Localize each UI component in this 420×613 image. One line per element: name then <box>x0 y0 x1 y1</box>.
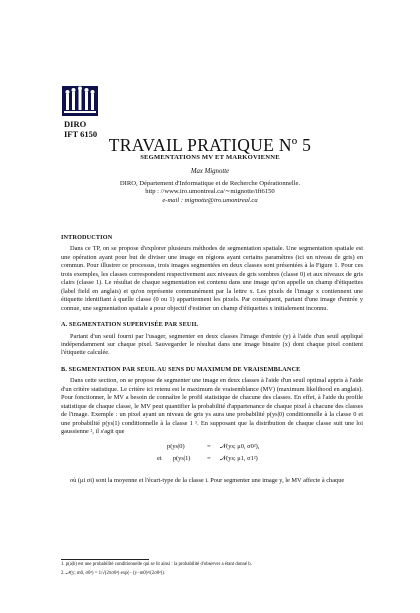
footnote-rule <box>61 559 149 560</box>
course-code: IFT 6150 <box>64 129 98 139</box>
document-body <box>61 234 363 493</box>
department-name: DIRO <box>64 119 87 129</box>
intro-heading: INTRODUCTION <box>61 234 113 241</box>
course-url: http : //www.iro.umontreal.ca/∼mignotte/ift6150 <box>145 188 275 196</box>
affiliation-block <box>0 180 420 205</box>
footnote-1: 1. p(a|b) est une probabilité conditionnelle qui se lit ainsi : la probabilité d'observer a étant donné b. <box>61 562 252 567</box>
university-logo <box>62 86 98 116</box>
intro-paragraph: Dans ce TP, on se propose d'explorer plusieurs méthodes de segmentation spatiale. Une segmentation spatiale est une opération ayant pour but de diviser une image en régions ayant certains paramètres (ici un niveau de gris) en commun. Pour illustrer ce processus, trois images segmentées en deux classes sont présentées à la Figure 1. Pour ces trois exemples, les classes correspondent respectivement aux niveaux de gris sombres (classe 0) et aux niveaux de gris clairs (classe 1). Le résultat de chaque segmentation est contenu dans une image qu'on appelle un champ d'étiquettes (label field en anglais) et qu'on représente communément par la lettre x. Les pixels de l'image x contiennent une étiquette identifiant à quelle classe (0 ou 1) appartiennent les pixels. Par conséquent, partant d'une image d'entrée y connue, une segmentation spatiale a pour objectif d'estimer un champ d'étiquettes x initialement inconnu. <box>61 245 363 312</box>
equation-2-rhs: 𝒩(ys; μ1, σ1²) <box>220 454 258 462</box>
equation-1-rhs: 𝒩(ys; μ0, σ0²), <box>220 442 260 450</box>
equation-2-conjunction: et <box>157 454 162 462</box>
author-name: Max Mignotte <box>190 168 230 175</box>
document-subtitle: SEGMENTATIONS MV ET MARKOVIENNE <box>140 154 280 161</box>
section-b-continuation: où (μi σi) sont la moyenne et l'écart-type de la classe i. Pour segmenter une image y, le MV affecte à chaque <box>70 476 345 484</box>
document-title: TRAVAIL PRATIQUE Nº 5 <box>108 135 312 155</box>
equation-2-term: p(ys|1) <box>172 454 191 462</box>
likelihood-equations <box>61 443 363 473</box>
equation-2-equals: = <box>207 454 211 462</box>
equation-1-equals: = <box>207 442 211 450</box>
section-b-paragraph: Dans cette section, on se propose de segmenter une image en deux classes à l'aide d'un seuil optimal appris à l'aide d'un critère statistique. Le critère ici retenu est le maximum de vraisemblance (MV) (maximum likelihood en anglais). Pour fonctionner, le MV a besoin de connaître le profil statistique de chacune des classes. En effet, à l'aide du profile statistique de chaque classe, le MV peut quantifier la probabilité d'appartenance de chaque pixel à chacune des classes de l'image. Exemple : un pixel ayant un niveau de gris ys aura une probabilité p(ys|0) conditionnelle à la classe 0 et une probabilité p(ys|1) conditionnelle à la classe 1 ¹. En supposant que la distribution de chaque classe suit une loi gaussienne ², il s'agit que <box>61 377 363 436</box>
contact-email: e-mail : mignotte@iro.umontreal.ca <box>162 196 258 204</box>
equation-2-lhs <box>157 455 190 463</box>
footnote-2: 2. 𝒩(y; m0, σ0²) = 1/√(2πσ0²) exp(− (y−m0)²/(2σ0²)). <box>61 571 166 576</box>
section-a-paragraph: Partant d'un seuil fourni par l'usager, segmenter en deux classes l'image d'entrée (y) à l'aide d'un seuil appliqué indépendamment sur chaque pixel. Sauvegarder le résultat dans une image binaire (x) dont chaque pixel contient l'étiquette calculée. <box>61 332 363 357</box>
affiliation-line: DIRO, Département d'Informatique et de Recherche Opérationnelle. <box>119 180 301 187</box>
section-b-heading: B. SEGMENTATION PAR SEUIL AU SENS DU MAXIMUM DE VRAISEMBLANCE <box>61 365 301 373</box>
equation-1-lhs: p(ys|0) <box>167 442 185 450</box>
section-a-heading: A. SEGMENTATION SUPERVISÉE PAR SEUIL <box>61 321 199 329</box>
